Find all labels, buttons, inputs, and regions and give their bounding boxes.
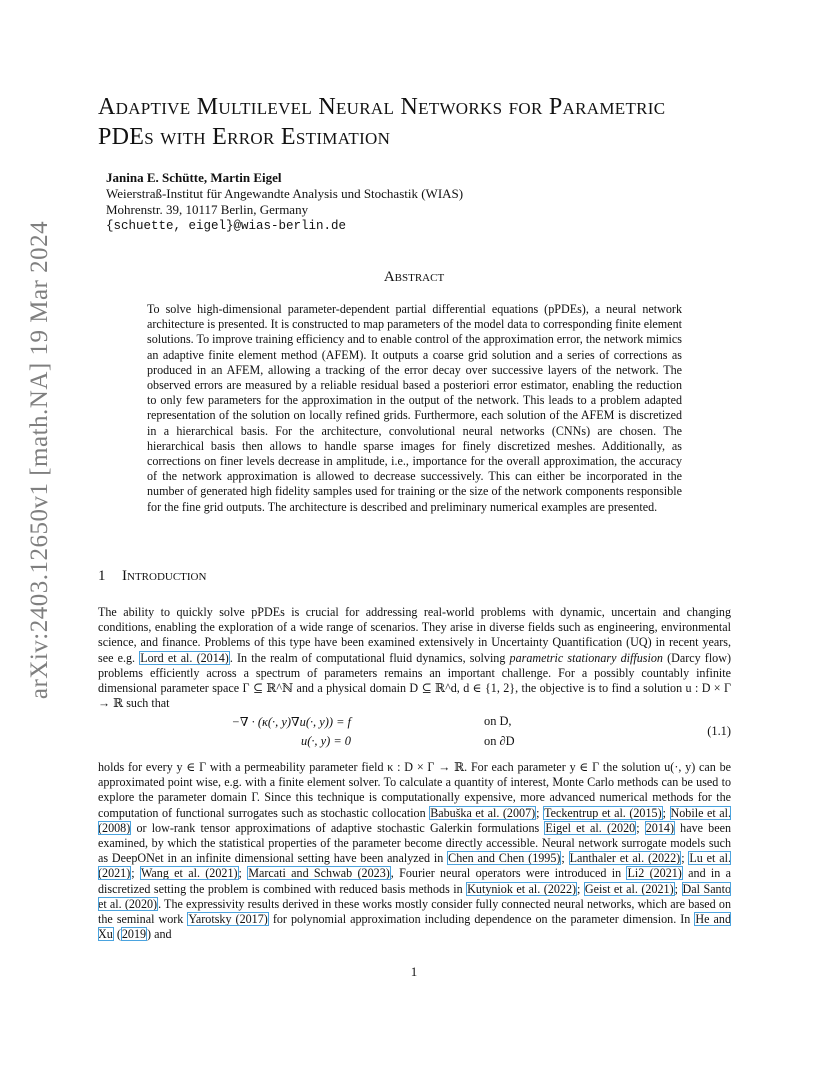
citation-link[interactable]: Lord et al. (2014)	[140, 650, 229, 665]
address: Mohrenstr. 39, 10117 Berlin, Germany	[106, 202, 309, 217]
text: , Fourier neural operators were introduced in	[390, 866, 622, 881]
text: or low-rank tensor approximations of adaptive stochastic Galerkin formulations	[136, 820, 540, 835]
paper-title	[98, 92, 758, 152]
equation-rhs: on ∂D	[484, 734, 515, 748]
equation-rhs: on D,	[484, 714, 512, 728]
text: ;	[561, 851, 565, 866]
text: ;	[636, 820, 640, 835]
author-info	[106, 186, 463, 234]
citation-link[interactable]: Babuška et al. (2007)	[430, 805, 536, 820]
citation-link[interactable]: Wang et al. (2021)	[140, 866, 238, 881]
text: ;	[577, 881, 581, 896]
equation-lhs: −∇ · (κ(·, y)∇u(·, y)) = f	[231, 715, 351, 729]
text: (Darcy flow) problems efficiently across a spectrum of parameters remains an important challenge. For a possibly countably infinite dimensional parameter space Γ ⊆ ℝ^ℕ and a physical domain D ⊆ ℝ^d, d ∈ {1, 2}, the objective is to find a solution u : D × Γ → ℝ such that	[98, 650, 731, 711]
citation-link[interactable]: 2014)	[645, 820, 674, 835]
citation-link[interactable]: Nobile et al. (2008)	[98, 805, 731, 835]
text: have been examined, by which the statistical properties of the parameter become directly accessible. Neural network surrogate models such as DeepONet in an infinite dimensional setting have been analyzed in	[98, 820, 731, 866]
text: for polynomial approximation including dependence on the parameter dimension. In	[272, 912, 691, 927]
text: and in a discretized setting the problem is combined with reduced basis methods in	[98, 866, 732, 896]
text: . In the realm of computational fluid dynamics, solving	[229, 650, 506, 665]
equation-lhs: u(·, y) = 0	[301, 734, 351, 748]
text: ;	[238, 866, 242, 881]
citation-link[interactable]: Chen and Chen (1995)	[448, 851, 561, 866]
citation-link[interactable]: Li2 (2021)	[627, 866, 682, 881]
citation-link[interactable]: Kutyniok et al. (2022)	[467, 881, 577, 896]
page-number: 1	[410, 964, 418, 979]
text: ;	[674, 881, 679, 896]
text: (	[116, 927, 121, 942]
authors: Janina E. Schütte, Martin Eigel	[106, 170, 282, 185]
text: . The expressivity results derived in these works mostly consider fully connected neural networks, which are based on the seminal work	[98, 896, 731, 927]
text: The ability to quickly solve pPDEs is crucial for addressing real-world problems with dynamic, uncertain and changing conditions, enabling the exploration of a wide range of scenarios. They arise in diverse fields such as engineering, environmental science, and finance. Problems of this type have been examined extensively in Uncertainty Quantification (UQ) in recent years, see e.g.	[98, 605, 731, 665]
text: holds for every y ∈ Γ with a permeability parameter field κ : D × Γ → ℝ. For each parameter y ∈ Γ the solution u(·, y) can be approximated point wise, e.g. with a finite element solver. To calculate a quantity of interest, Monte Carlo methods can be used to explore the parameter domain Γ. Since this technique is computationally expensive, more advanced numerical methods for the computation of functional surrogates such as stochastic collocation	[98, 760, 731, 820]
text: ;	[662, 805, 666, 820]
equation-line-2	[98, 734, 731, 752]
title-line-2: PDEs with Error Estimation	[98, 124, 391, 150]
citation-link[interactable]: He and Xu	[98, 912, 731, 942]
citation-link[interactable]: Dal Santo et al. (2020)	[98, 881, 732, 911]
equation-line-1	[98, 714, 731, 732]
arxiv-identifier: arXiv:2403.12650v1 [math.NA] 19 Mar 2024	[26, 220, 54, 700]
citation-link[interactable]: Yarotsky (2017)	[188, 912, 268, 927]
intro-paragraph-1	[98, 605, 731, 711]
abstract-heading: Abstract	[383, 269, 445, 285]
citation-link[interactable]: Marcati and Schwab (2023)	[248, 866, 390, 881]
equation-number: (1.1)	[707, 724, 731, 738]
emphasis: parametric stationary diffusion	[509, 650, 663, 665]
citation-link[interactable]: Eigel et al. (2020	[545, 820, 636, 835]
citation-link[interactable]: Lu et al. (2021)	[98, 851, 731, 881]
equation-1-1	[98, 714, 731, 752]
arxiv-stamp	[20, 160, 60, 760]
abstract-text: To solve high-dimensional parameter-dependent partial differential equations (pPDEs), a neural network architecture is presented. It is constructed to map parameters of the model data to corresponding finite element solutions. To improve training efficiency and to enable control of the approximation error, the network mimics an adaptive finite element method (AFEM). It outputs a coarse grid solution and a series of corrections as produced in an AFEM, allowing a tracking of the error decay over successive layers of the network. The observed errors are measured by a reliable residual based a posteriori error estimator, enabling the reduction to only few parameters for the approximation in the output of the network. This leads to a problem adapted representation of the solution on locally refined grids. Furthermore, each solution of the AFEM is discretized in a hierarchical basis. For the architecture, convolutional neural networks (CNNs) are chosen. The hierarchical basis then allows to handle sparse images for finely discretized meshes. Additionally, as corrections on finer levels decrease in amplitude, i.e., importance for the overall approximation, the accuracy of the network approximation is allowed to decrease successively. This can either be incorporated in the number of generated high fidelity samples used for training or the size of the network components responsible for the fine grid outputs. The architecture is described and preliminary numerical examples are presented.	[147, 302, 682, 514]
affiliation: Weierstraß-Institut für Angewandte Analysis und Stochastik (WIAS)	[106, 186, 464, 201]
citation-link[interactable]: Lanthaler et al. (2022)	[569, 851, 681, 866]
section-number: 1	[98, 568, 106, 584]
text: ;	[131, 866, 135, 881]
text: ) and	[147, 927, 172, 942]
intro-paragraph-2	[98, 760, 731, 942]
citation-link[interactable]: Teckentrup et al. (2015)	[544, 805, 662, 820]
text: ;	[681, 851, 685, 866]
title-line-1: Adaptive Multilevel Neural Networks for Parametric	[98, 94, 666, 120]
text: ;	[536, 805, 540, 820]
section-title: Introduction	[122, 568, 207, 584]
citation-link[interactable]: 2019	[121, 927, 147, 942]
citation-link[interactable]: Geist et al. (2021)	[584, 881, 674, 896]
section-heading	[98, 568, 206, 585]
email: {schuette, eigel}@wias-berlin.de	[106, 219, 347, 233]
